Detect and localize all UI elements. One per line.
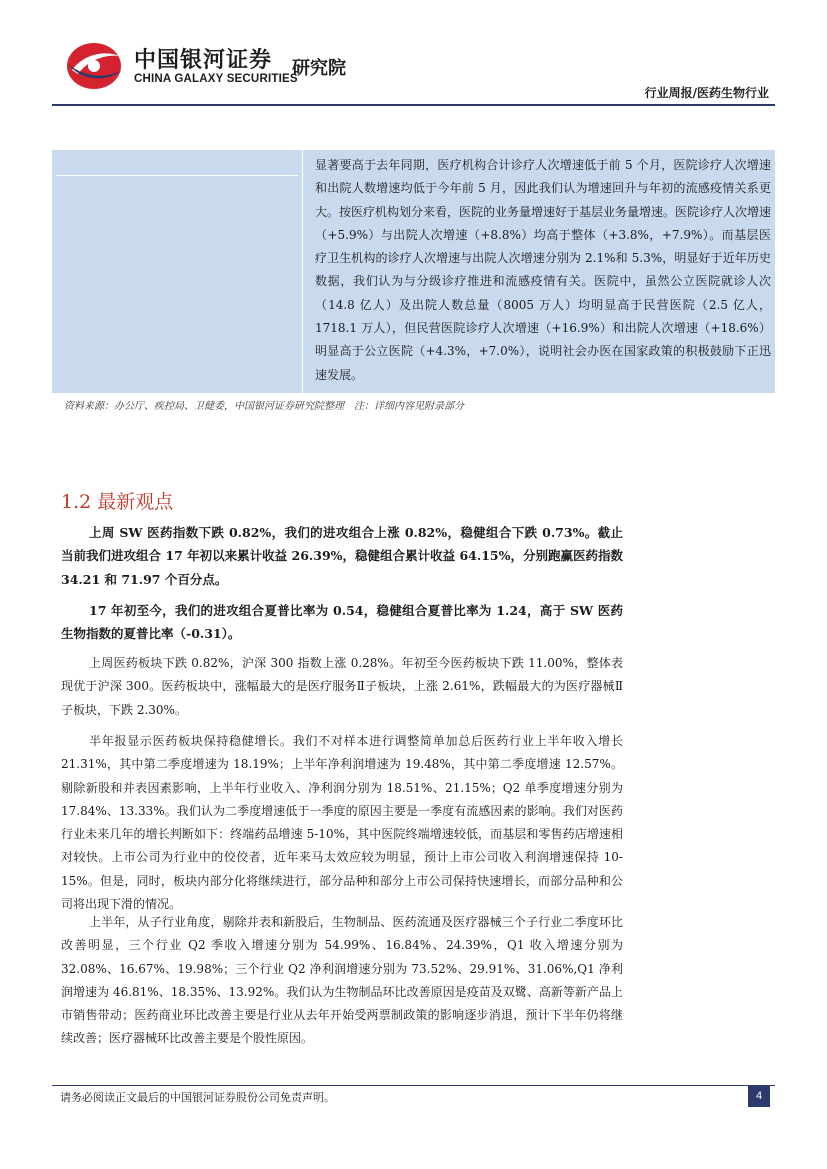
logo-english-name: CHINA GALAXY SECURITIES (134, 73, 298, 85)
header-divider (52, 104, 775, 106)
summary-text: 显著要高于去年同期，医疗机构合计诊疗人次增速低于前 5 个月，医院诊疗人次增速和出院人数增速均低于今年前 5 月，因此我们认为增速回升与年初的流感疫情关系更大。按医疗机构划分来看，医院的业务量增速好于基层业务量增速。医院诊疗人次增速（+5.9%）与出院人次增速（+8.8%）均高于整体（+3.8%，+7.9%）。而基层医疗卫生机构的诊疗人次增速与出院人次增速分别为 2.1%和 5.3%，明显好于近年历史数据，我们认为与分级诊疗推进和流感疫情有关。医院中，虽然公立医院就诊人次（14.8 亿人）及出院人数总量（8005 万人）均明显高于民营医院（2.5 亿人，1718.1 万人），但民营医院诊疗人次增速（+16.9%）和出院人次增速（+18.6%）明显高于公立医院（+4.3%，+7.0%），说明社会办医在国家政策的积极鼓励下正迅速发展。 (315, 158, 772, 382)
section-title: 1.2 最新观点 (61, 491, 174, 513)
footer-divider (52, 1085, 775, 1086)
source-note: 资料来源：办公厅、疾控局、卫健委，中国银河证券研究院整理 注：详细内容见附录部分 (64, 401, 464, 412)
paragraph-portfolio-return: 上周 SW 医药指数下跌 0.82%，我们的进攻组合上涨 0.82%，稳健组合下跌 0.73%。截止当前我们进攻组合 17 年初以来累计收益 26.39%，稳健组合累计收益 64.15%，分别跑赢医药指数 34.21 和 71.97 个百分点。 (61, 525, 623, 587)
page-number: 4 (748, 1085, 770, 1107)
company-logo (64, 40, 364, 92)
summary-right-column (302, 150, 776, 393)
report-type: 行业周报/医药生物行业 (644, 86, 769, 100)
paragraph-half-year-report: 半年报显示医药板块保持稳健增长。我们不对样本进行调整简单加总后医药行业上半年收入增长 21.31%，其中第二季度增速为 18.19%；上半年净利润增速为 19.48%，其中第二季度增速 12.57%。剔除新股和并表因素影响，上半年行业收入、净利润分别为 18.51%、21.15%；Q2 单季度增速分别为 17.84%、13.33%。我们认为二季度增速低于一季度的原因主要是一季度有流感因素的影响。我们对医药行业未来几年的增长判断如下：终端药品增速 5-10%，其中医院终端增速较低，而基层和零售药店增速相对较快。上市公司为行业中的佼佼者，近年来马太效应较为明显，预计上市公司收入利润增速保持 10-15%。但是，同时，板块内部分化将继续进行，部分品种和部分上市公司保持快速增长，而部分品种和公司将出现下滑的情况。 (61, 734, 623, 912)
logo-institute: 研究院 (292, 58, 346, 79)
paragraph-sub-industry: 上半年，从子行业角度，剔除并表和新股后，生物制品、医药流通及医疗器械三个子行业二季度环比改善明显，三个行业 Q2 季收入增速分别为 54.99%、16.84%、24.39%，Q1 收入增速分别为 32.08%、16.67%、19.98%；三个行业 Q2 净利润增速分别为 73.52%、29.91%、31.06%,Q1 净利润增速为 46.81%、18.35%、13.92%。我们认为生物制品环比改善原因是疫苗及双鹭、高新等新产品上市销售带动；医药商业环比改善主要是行业从去年开始受两票制政策的影响逐步消退，预计下半年仍将继续改善；医疗器械环比改善主要是个股性原因。 (61, 915, 623, 1046)
logo-chinese-name: 中国银河证券 (134, 48, 273, 73)
paragraph-weekly-market: 上周医药板块下跌 0.82%，沪深 300 指数上涨 0.28%。年初至今医药板块下跌 11.00%，整体表现优于沪深 300。医药板块中，涨幅最大的是医疗服务Ⅱ子板块，上涨 2.61%，跌幅最大的为医疗器械Ⅱ子板块，下跌 2.30%。 (61, 656, 623, 717)
summary-left-column (52, 150, 302, 393)
summary-table (52, 150, 775, 393)
footer-disclaimer: 请务必阅读正文最后的中国银河证券股份公司免责声明。 (60, 1091, 335, 1104)
paragraph-sharpe-ratio: 17 年初至今，我们的进攻组合夏普比率为 0.54，稳健组合夏普比率为 1.24，高于 SW 医药生物指数的夏普比率（-0.31）。 (61, 603, 623, 642)
summary-left-rule (56, 175, 298, 176)
galaxy-logo-icon (64, 40, 124, 92)
